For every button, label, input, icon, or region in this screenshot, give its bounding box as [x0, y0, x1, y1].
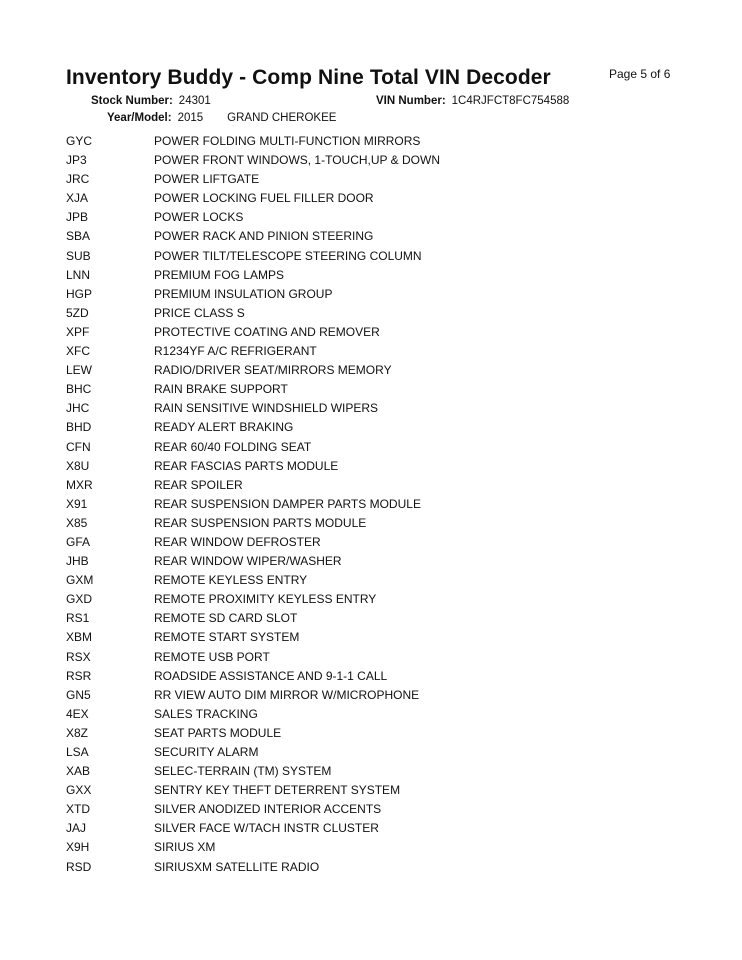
- option-description: SILVER ANODIZED INTERIOR ACCENTS: [154, 802, 382, 817]
- vin-number-field: [376, 95, 569, 107]
- list-item: [0, 189, 742, 208]
- option-description: REAR SUSPENSION DAMPER PARTS MODULE: [154, 496, 421, 511]
- option-code: XBM: [66, 630, 93, 645]
- option-description: PRICE CLASS S: [154, 305, 245, 320]
- option-code: LSA: [66, 745, 89, 759]
- option-code: JPB: [66, 210, 89, 225]
- option-description: RR VIEW AUTO DIM MIRROR W/MICROPHONE: [154, 687, 420, 702]
- option-code: XAB: [66, 764, 91, 779]
- option-description: SIRIUSXM SATELLITE RADIO: [154, 859, 320, 874]
- option-description: RADIO/DRIVER SEAT/MIRRORS MEMORY: [154, 363, 392, 378]
- year-value: 2015: [177, 112, 204, 124]
- list-item: [0, 571, 742, 590]
- option-description: POWER RACK AND PINION STEERING: [154, 229, 374, 244]
- year-model-label: Year/Model:: [107, 112, 172, 124]
- option-code: HGP: [66, 286, 93, 301]
- option-code: SBA: [66, 229, 91, 244]
- list-item: [0, 476, 742, 495]
- list-item: [0, 819, 742, 838]
- option-description: POWER FOLDING MULTI-FUNCTION MIRRORS: [154, 134, 421, 148]
- option-description: REAR 60/40 FOLDING SEAT: [154, 439, 312, 454]
- option-description: ROADSIDE ASSISTANCE AND 9-1-1 CALL: [154, 668, 388, 683]
- option-description: SENTRY KEY THEFT DETERRENT SYSTEM: [154, 783, 401, 798]
- list-item: [0, 132, 742, 151]
- option-description: REMOTE START SYSTEM: [154, 630, 300, 645]
- option-description: POWER LIFTGATE: [154, 172, 260, 187]
- list-item: [0, 533, 742, 552]
- list-item: [0, 781, 742, 800]
- list-item: [0, 266, 742, 285]
- list-item: [0, 151, 742, 170]
- option-code: JHC: [66, 401, 90, 416]
- option-description: REMOTE KEYLESS ENTRY: [154, 573, 308, 588]
- list-item: [0, 380, 742, 399]
- option-code: XPF: [66, 324, 90, 339]
- option-description: REAR SPOILER: [154, 477, 243, 492]
- list-item: [0, 762, 742, 781]
- option-code: LEW: [66, 363, 93, 378]
- list-item: [0, 838, 742, 857]
- option-code: JRC: [66, 172, 90, 187]
- option-description: SELEC-TERRAIN (TM) SYSTEM: [154, 764, 332, 779]
- option-code: GXX: [66, 783, 92, 798]
- option-description: PROTECTIVE COATING AND REMOVER: [154, 324, 380, 339]
- list-item: [0, 552, 742, 571]
- list-item: [0, 457, 742, 476]
- vin-number-value: 1C4RJFCT8FC754588: [451, 95, 570, 107]
- list-item: [0, 590, 742, 609]
- option-description: PREMIUM FOG LAMPS: [154, 267, 285, 282]
- option-code: JHB: [66, 554, 89, 569]
- option-description: PREMIUM INSULATION GROUP: [154, 286, 333, 301]
- option-description: POWER LOCKING FUEL FILLER DOOR: [154, 191, 374, 206]
- option-description: SALES TRACKING: [154, 706, 258, 721]
- option-code: XFC: [66, 344, 90, 359]
- option-code: GN5: [66, 687, 91, 702]
- stock-number-value: 24301: [178, 95, 211, 107]
- option-code: X9H: [66, 840, 90, 855]
- list-item: [0, 743, 742, 762]
- list-item: [0, 399, 742, 418]
- list-item: [0, 285, 742, 304]
- option-code: X8U: [66, 458, 90, 473]
- page-number: Page 5 of 6: [609, 67, 671, 81]
- list-item: [0, 418, 742, 437]
- option-description: REAR SUSPENSION PARTS MODULE: [154, 515, 367, 530]
- year-model-field: [107, 112, 336, 124]
- option-code: SUB: [66, 248, 91, 263]
- option-code-list: [0, 132, 742, 877]
- option-code: X8Z: [66, 725, 89, 740]
- vin-number-label: VIN Number:: [376, 95, 446, 107]
- list-item: [0, 686, 742, 705]
- list-item: [0, 800, 742, 819]
- option-description: POWER LOCKS: [154, 210, 244, 225]
- option-code: RSD: [66, 859, 92, 874]
- list-item: [0, 342, 742, 361]
- option-code: MXR: [66, 477, 93, 492]
- option-code: JP3: [66, 153, 87, 168]
- page-title: Inventory Buddy - Comp Nine Total VIN Decoder: [66, 66, 551, 89]
- list-item: [0, 247, 742, 266]
- list-item: [0, 323, 742, 342]
- list-item: [0, 227, 742, 246]
- option-code: GYC: [66, 134, 93, 148]
- option-code: RSX: [66, 649, 91, 664]
- option-description: REMOTE USB PORT: [154, 649, 270, 664]
- option-code: RS1: [66, 611, 90, 626]
- option-code: XJA: [66, 191, 89, 206]
- option-description: REMOTE SD CARD SLOT: [154, 611, 298, 626]
- list-item: [0, 648, 742, 667]
- option-code: RSR: [66, 668, 92, 683]
- option-description: POWER FRONT WINDOWS, 1-TOUCH,UP & DOWN: [154, 153, 441, 168]
- list-item: [0, 304, 742, 323]
- option-code: X91: [66, 496, 88, 511]
- option-code: JAJ: [66, 821, 87, 836]
- list-item: [0, 705, 742, 724]
- option-code: XTD: [66, 802, 90, 817]
- option-description: R1234YF A/C REFRIGERANT: [154, 344, 317, 359]
- list-item: [0, 667, 742, 686]
- option-description: READY ALERT BRAKING: [154, 420, 294, 435]
- list-item: [0, 361, 742, 380]
- option-code: GXD: [66, 592, 93, 607]
- option-code: 5ZD: [66, 305, 89, 320]
- stock-number-field: [91, 95, 211, 107]
- list-item: [0, 514, 742, 533]
- option-code: BHD: [66, 420, 92, 435]
- option-description: POWER TILT/TELESCOPE STEERING COLUMN: [154, 248, 422, 263]
- option-description: RAIN SENSITIVE WINDSHIELD WIPERS: [154, 401, 379, 416]
- option-code: BHC: [66, 382, 92, 397]
- option-code: LNN: [66, 267, 91, 282]
- option-description: REAR WINDOW DEFROSTER: [154, 534, 321, 549]
- list-item: [0, 208, 742, 227]
- option-code: GXM: [66, 573, 94, 588]
- option-code: GFA: [66, 534, 91, 549]
- option-description: SEAT PARTS MODULE: [154, 725, 282, 740]
- list-item: [0, 628, 742, 647]
- option-description: REAR WINDOW WIPER/WASHER: [154, 554, 342, 569]
- option-code: 4EX: [66, 706, 89, 721]
- list-item: [0, 495, 742, 514]
- list-item: [0, 858, 742, 877]
- list-item: [0, 170, 742, 189]
- list-item: [0, 609, 742, 628]
- option-description: SIRIUS XM: [154, 840, 216, 855]
- option-code: X85: [66, 515, 88, 530]
- option-code: CFN: [66, 439, 91, 454]
- option-description: REMOTE PROXIMITY KEYLESS ENTRY: [154, 592, 377, 607]
- list-item: [0, 724, 742, 743]
- option-description: SILVER FACE W/TACH INSTR CLUSTER: [154, 821, 379, 836]
- option-description: SECURITY ALARM: [154, 745, 259, 759]
- option-description: RAIN BRAKE SUPPORT: [154, 382, 288, 397]
- stock-number-label: Stock Number:: [91, 95, 173, 107]
- option-description: REAR FASCIAS PARTS MODULE: [154, 458, 339, 473]
- model-value: GRAND CHEROKEE: [227, 112, 337, 124]
- list-item: [0, 438, 742, 457]
